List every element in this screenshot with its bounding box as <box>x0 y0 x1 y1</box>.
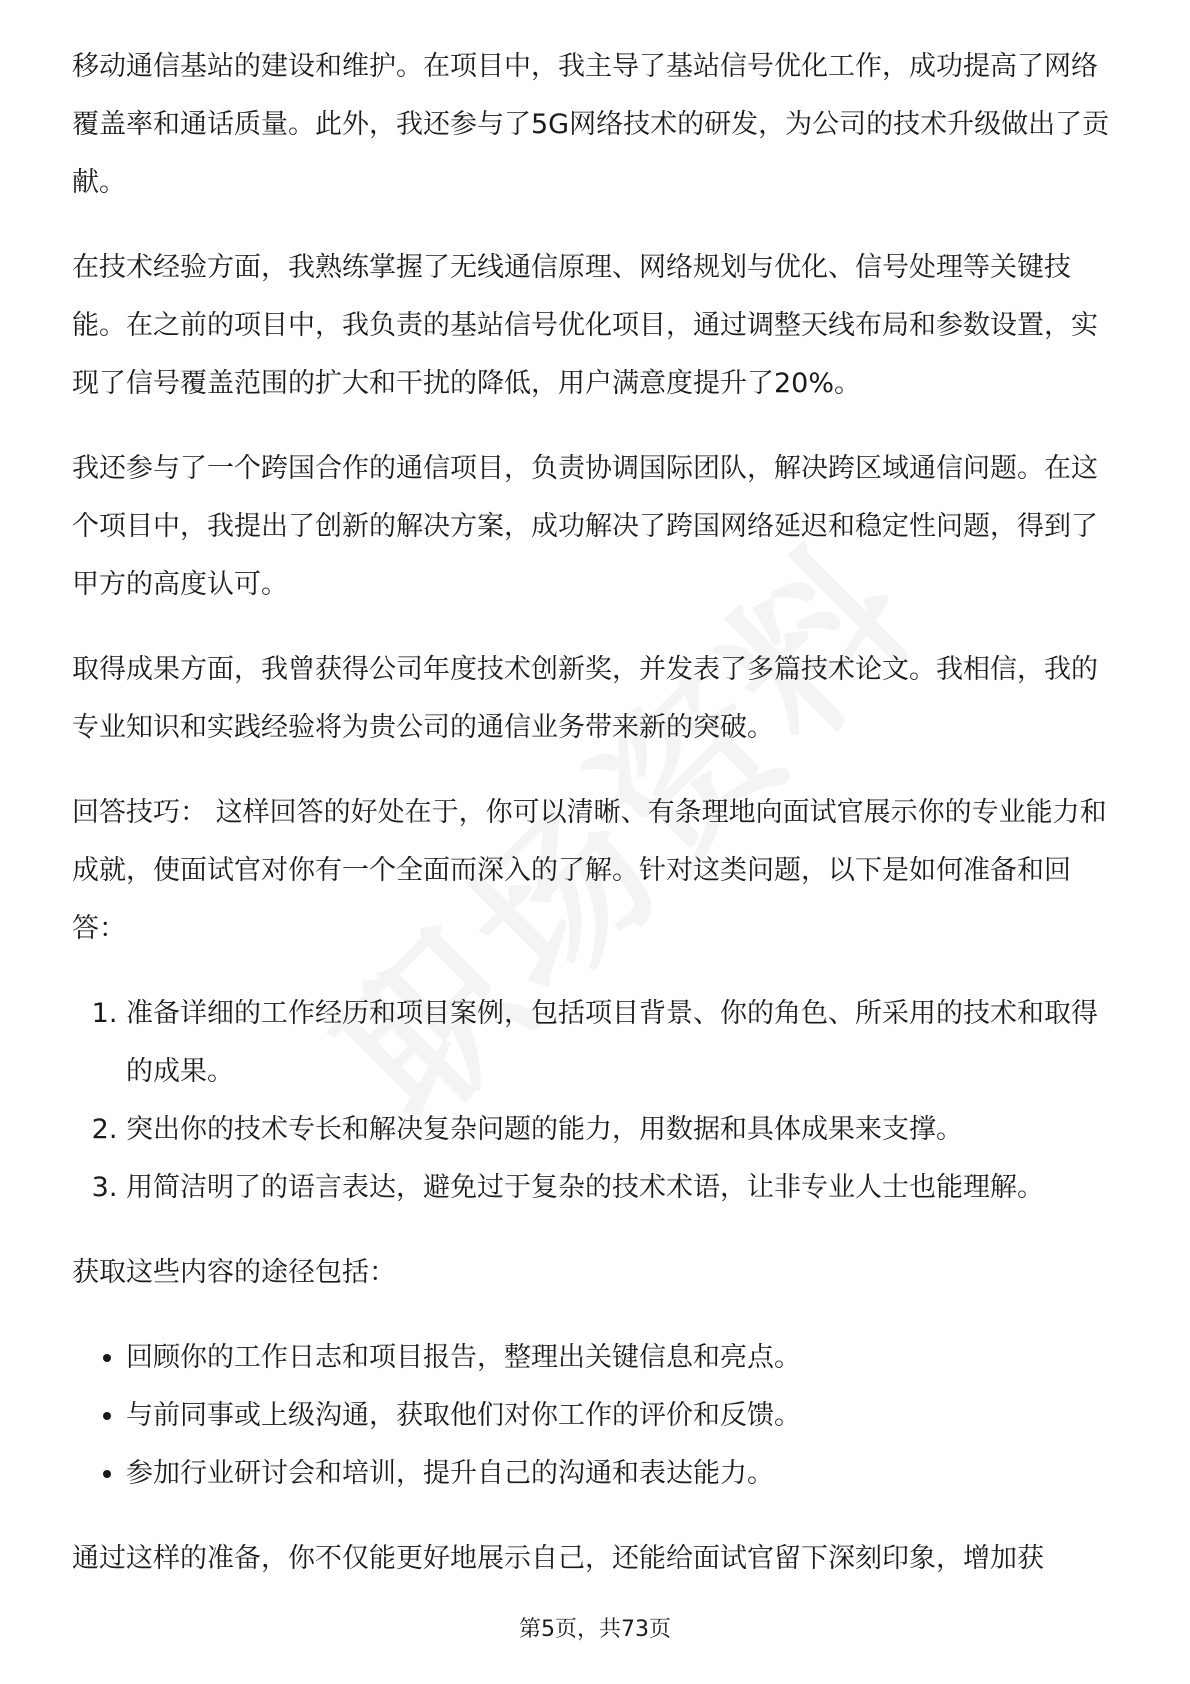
list-item: • 与前同事或上级沟通，获取他们对你工作的评价和反馈。 <box>126 1387 1122 1445</box>
list-item: 1. 准备详细的工作经历和项目案例，包括项目背景、你的角色、所采用的技术和取得的成果。 <box>126 985 1122 1101</box>
sources-bullet-list <box>72 1329 1122 1503</box>
list-item: 2. 突出你的技术专长和解决复杂问题的能力，用数据和具体成果来支撑。 <box>126 1101 1122 1159</box>
paragraph-achievements: 取得成果方面，我曾获得公司年度技术创新奖，并发表了多篇技术论文。我相信，我的专业知识和实践经验将为贵公司的通信业务带来新的突破。 <box>72 654 1098 743</box>
list-item: 3. 用简洁明了的语言表达，避免过于复杂的技术术语，让非专业人士也能理解。 <box>126 1159 1122 1217</box>
paragraph-international-project: 我还参与了一个跨国合作的通信项目，负责协调国际团队，解决跨区域通信问题。在这个项目中，我提出了创新的解决方案，成功解决了跨国网络延迟和稳定性问题，得到了甲方的高度认可。 <box>72 453 1098 600</box>
page-number: 第5页，共73页 <box>519 1617 671 1642</box>
list-item: • 回顾你的工作日志和项目报告，整理出关键信息和亮点。 <box>126 1329 1122 1387</box>
paragraph-technical-experience: 在技术经验方面，我熟练掌握了无线通信原理、网络规划与优化、信号处理等关键技能。在之前的项目中，我负责的基站信号优化项目，通过调整天线布局和参数设置，实现了信号覆盖范围的扩大和干扰的降低，用户满意度提升了20%。 <box>72 252 1098 399</box>
paragraph-sources-intro: 获取这些内容的途径包括： <box>72 1257 396 1288</box>
paragraph-project-experience: 移动通信基站的建设和维护。在项目中，我主导了基站信号优化工作，成功提高了网络覆盖率和通话质量。此外，我还参与了5G网络技术的研发，为公司的技术升级做出了贡献。 <box>72 51 1110 198</box>
paragraph-conclusion: 通过这样的准备，你不仅能更好地展示自己，还能给面试官留下深刻印象，增加获 <box>72 1543 1044 1574</box>
paragraph-answer-tips: 回答技巧： 这样回答的好处在于，你可以清晰、有条理地向面试官展示你的专业能力和成就，使面试官对你有一个全面而深入的了解。针对这类问题，以下是如何准备和回答： <box>72 797 1107 944</box>
list-item: • 参加行业研讨会和培训，提升自己的沟通和表达能力。 <box>126 1445 1122 1503</box>
preparation-steps-list <box>72 985 1122 1217</box>
page-content <box>72 38 1122 1615</box>
